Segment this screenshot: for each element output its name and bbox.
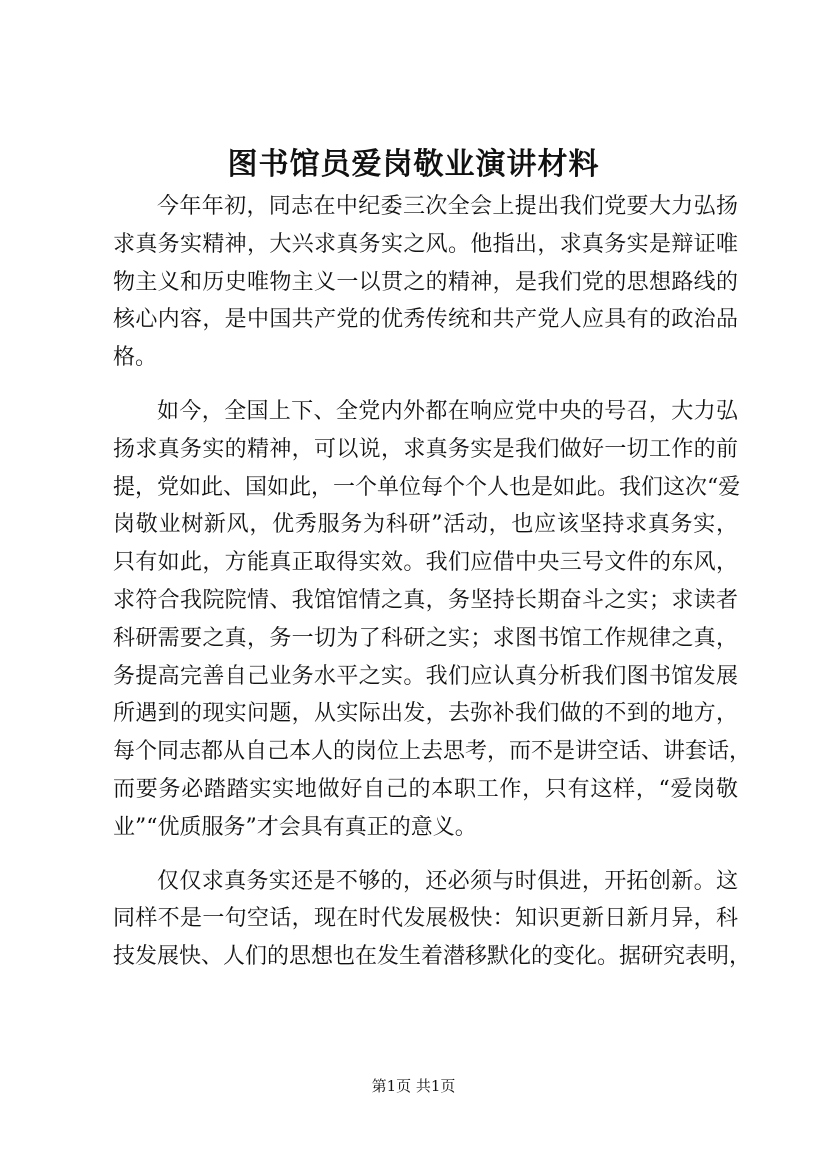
text-line: 仅仅求真务实还是不够的，还必须与时俱进，开拓创新。这 (157, 868, 738, 894)
text-line: 核心内容，是中国共产党的优秀传统和共产党人应具有的政治品 (113, 307, 738, 333)
text-line: 务提高完善自己业务水平之实。我们应认真分析我们图书馆发展 (113, 663, 738, 689)
paragraph (113, 188, 738, 377)
text-line: 每个同志都从自己本人的岗位上去思考，而不是讲空话、讲套话， (113, 739, 752, 765)
text-line: 求符合我院院情、我馆馆情之真，务坚持长期奋斗之实；求读者 (113, 587, 738, 613)
text-line: 如今，全国上下、全党内外都在响应党中央的号召，大力弘 (157, 398, 738, 424)
text-line: 格。 (113, 345, 158, 371)
document-body (113, 188, 752, 976)
text-line: 所遇到的现实问题，从实际出发，去弥补我们做的不到的地方， (113, 701, 738, 727)
text-line: 岗敬业树新风，优秀服务为科研”活动，也应该坚持求真务实， (113, 512, 738, 538)
paragraph (113, 863, 752, 976)
document-title: 图书馆员爱岗敬业演讲材料 (227, 147, 600, 182)
text-line: 今年年初，同志在中纪委三次全会上提出我们党要大力弘扬 (157, 194, 738, 219)
text-line: 技发展快、人们的思想也在发生着潜移默化的变化。据研究表明， (113, 944, 752, 970)
text-line: 同样不是一句空话，现在时代发展极快：知识更新日新月异，科 (113, 906, 738, 932)
text-line: 物主义和历史唯物主义一以贯之的精神，是我们党的思想路线的 (113, 269, 738, 295)
paragraph (113, 393, 752, 847)
text-line: 只有如此，方能真正取得实效。我们应借中央三号文件的东风， (113, 550, 738, 576)
text-line: 科研需要之真，务一切为了科研之实；求图书馆工作规律之真， (113, 625, 738, 651)
text-line: 扬求真务实的精神，可以说，求真务实是我们做好一切工作的前 (113, 436, 738, 462)
page-footer: 第1页 共1页 (371, 1077, 456, 1095)
text-line: 提，党如此、国如此，一个单位每个个人也是如此。我们这次“爱 (113, 474, 741, 500)
paragraph-spacer (113, 377, 738, 393)
text-line: 求真务实精神，大兴求真务实之风。他指出，求真务实是辩证唯 (113, 231, 738, 257)
paragraph-spacer (113, 847, 738, 863)
text-line: 业”“优质服务”才会具有真正的意义。 (113, 814, 477, 840)
text-line: 而要务必踏踏实实地做好自己的本职工作，只有这样，“爱岗敬 (113, 776, 738, 802)
